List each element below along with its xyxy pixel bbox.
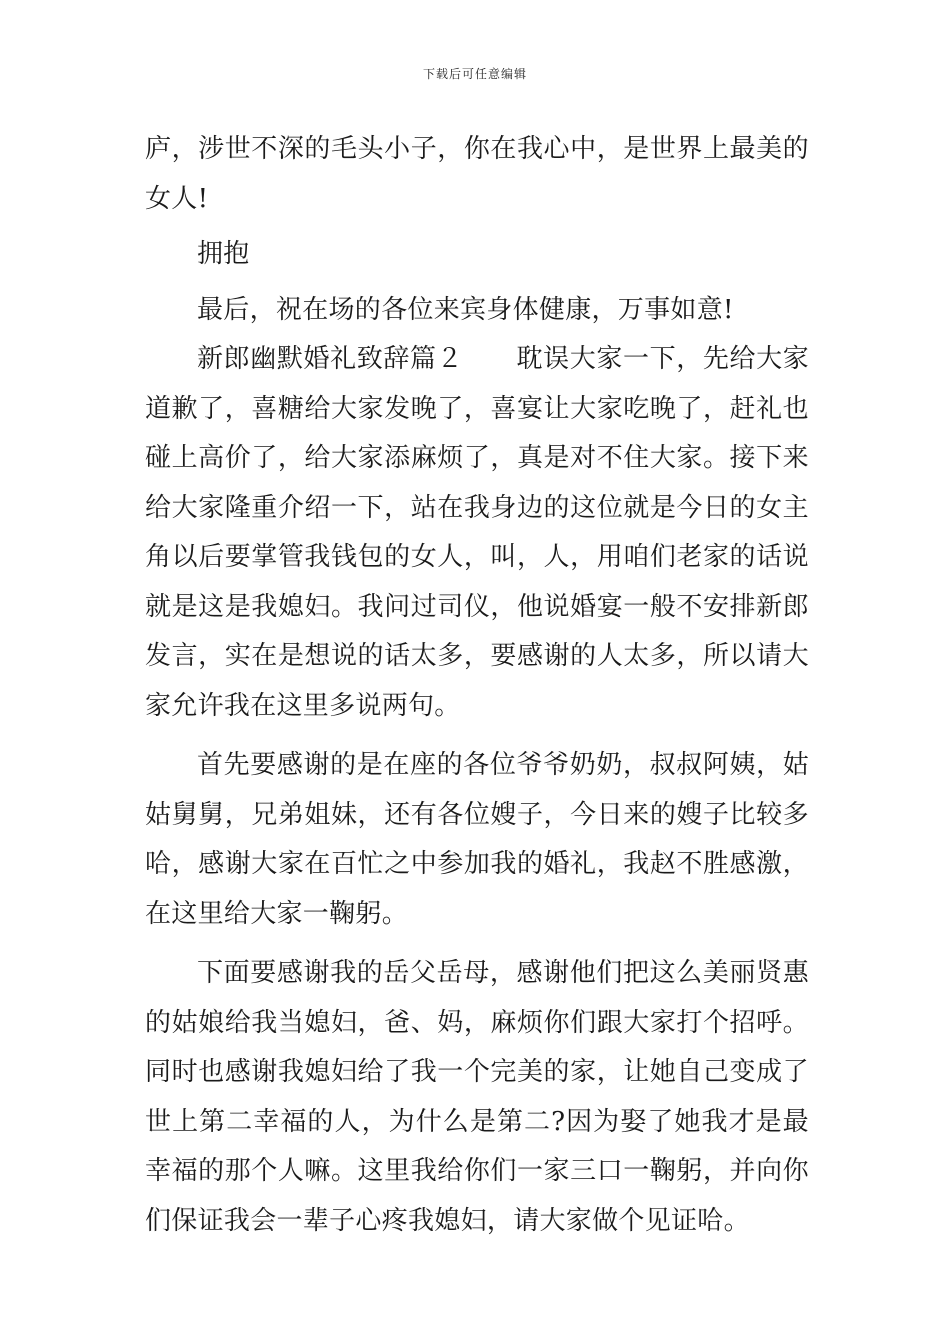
paragraph-thanks-guests: 首先要感谢的是在座的各位爷爷奶奶，叔叔阿姨，姑姑舅舅，兄弟姐妹，还有各位嫂子，今日来的嫂子比较多哈，感谢大家在百忙之中参加我的婚礼，我赵不胜感激，在这里给大家一鞠躬。 <box>145 750 809 929</box>
paragraph-hug: 拥抱 <box>197 239 250 269</box>
document-body <box>145 125 809 1246</box>
paragraph-thanks-parents-in-law: 下面要感谢我的岳父岳母，感谢他们把这么美丽贤惠的姑娘给我当媳妇，爸、妈，麻烦你们跟大家打个招呼。同时也感谢我媳妇给了我一个完美的家，让她自己变成了世上第二幸福的人，为什么是第二?因为娶了她我才是最幸福的那个人嘛。这里我给你们一家三口一鞠躬，并向你们保证我会一辈子心疼我媳妇，请大家做个见证哈。 <box>145 958 809 1236</box>
paragraph-closing-wishes: 最后，祝在场的各位来宾身体健康，万事如意! <box>197 294 734 325</box>
paragraph-continuation: 庐，涉世不深的毛头小子，你在我心中，是世界上最美的女人! <box>145 134 809 214</box>
page-header: 下载后可任意编辑 <box>422 67 527 81</box>
paragraph-speech-2-intro: 新郎幽默婚礼致辞篇２ 耽误大家一下，先给大家道歉了，喜糖给大家发晚了，喜宴让大家吃晚了，赶礼也碰上高价了，给大家添麻烦了，真是对不住大家。接下来给大家隆重介绍一下，站在我身边的这位就是今日的女主角以后要掌管我钱包的女人，叫，人，用咱们老家的话说就是这是我媳妇。我问过司仪，他说婚宴一般不安排新郎发言，实在是想说的话太多，要感谢的人太多，所以请大家允许我在这里多说两句。 <box>145 344 809 721</box>
